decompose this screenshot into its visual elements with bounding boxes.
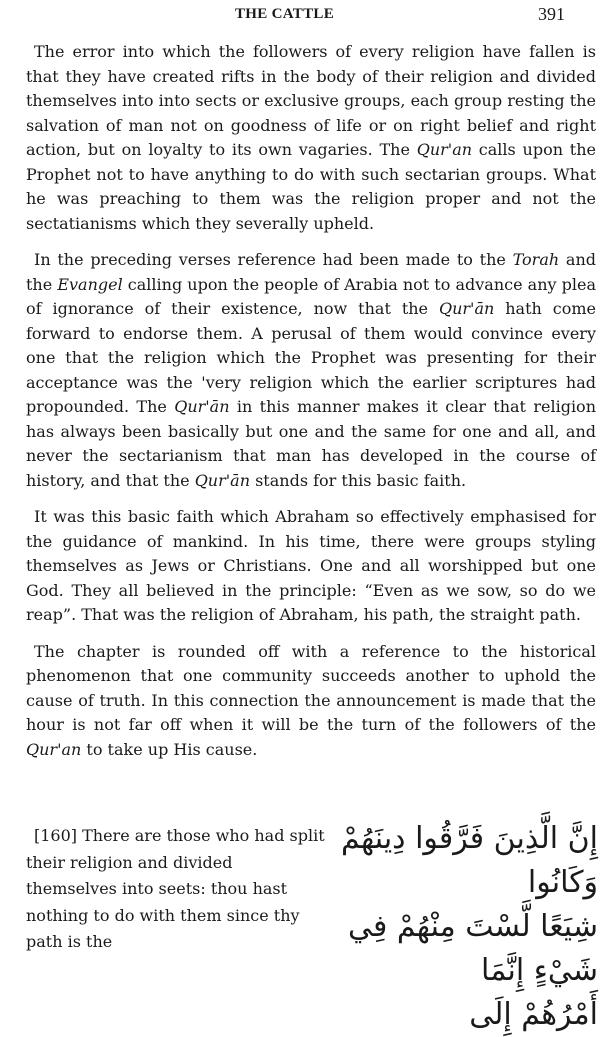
paragraph: In the preceding verses reference had been made to the Torah and the Evangel calling upon the people of Arabia not to advance any plea of ignorance of their existence, now that the Qur'ān hath come forward to endorse them. A perusal of them would convince every one that the religion which the Prophet was presenting for their acceptance was the 'very religion which the earlier scriptures had propounded. The Qur'ān in this manner makes it clear that religion has always been basically but one and the same for one and all, and never the sectarianism that man has developed in the course of history, and that the Qur'ān stands for this basic faith. xyxy=(26,250,597,490)
italic-term: Qur'ān xyxy=(438,299,495,318)
paragraph: The chapter is rounded off with a reference to the historical phenomenon that one community succeeds another to uphold the cause of truth. In this connection the announcement is made that the hour is not far off when it will be the turn of the followers of the Qur'an to take up His cause. xyxy=(26,641,596,759)
running-title: THE CATTLE xyxy=(235,6,334,22)
italic-term: Qur'an xyxy=(416,140,473,159)
italic-term: Qur'an xyxy=(26,739,82,759)
paragraph: The error into which the followers of every religion have fallen is that they have created rifts in the body of their religion and divided themselves into into sects or exclusive groups, each group resting the salvation of man not on goodness of life or on right belief and right action, but on loyalty to its own vagaries. The Qur'an calls upon the Prophet not to have anything to do with such sectarian groups. What he was preaching to them was the religion proper and not the sectatianisms which they severally upheld. xyxy=(26,42,597,233)
page-number: 391 xyxy=(538,4,565,24)
italic-term: Qur'ān xyxy=(194,470,250,490)
italic-term: Evangel xyxy=(57,274,123,294)
commentary-body xyxy=(26,40,596,762)
page-header xyxy=(0,6,600,28)
paragraph: It was this basic faith which Abraham so effectively emphasised for the guidance of mankind. In his time, there were groups styling themselves as Jews or Christians. One and all worshipped but one God. They all believed in the principle: “Even as we sow, so do we reap”. That was the religion of Abraham, his path, the straight path. xyxy=(26,507,596,624)
verse-block xyxy=(26,821,598,1032)
italic-term: Torah xyxy=(512,250,560,269)
arabic-verse: إِنَّ الَّذِينَ فَرَّقُوا دِينَهُمْ وَكَانُوا شِيَعًا لَّسْتَ مِنْهُمْ فِي شَيْءٍ إِنَّمَا أَمْرُهُمْ إِلَى xyxy=(340,821,598,1032)
italic-term: Qur'ān xyxy=(174,397,230,416)
verse-translation: [160] There are those who had split their religion and divided themselves into seets: thou hast nothing to do with them since thy path is the xyxy=(26,826,325,951)
